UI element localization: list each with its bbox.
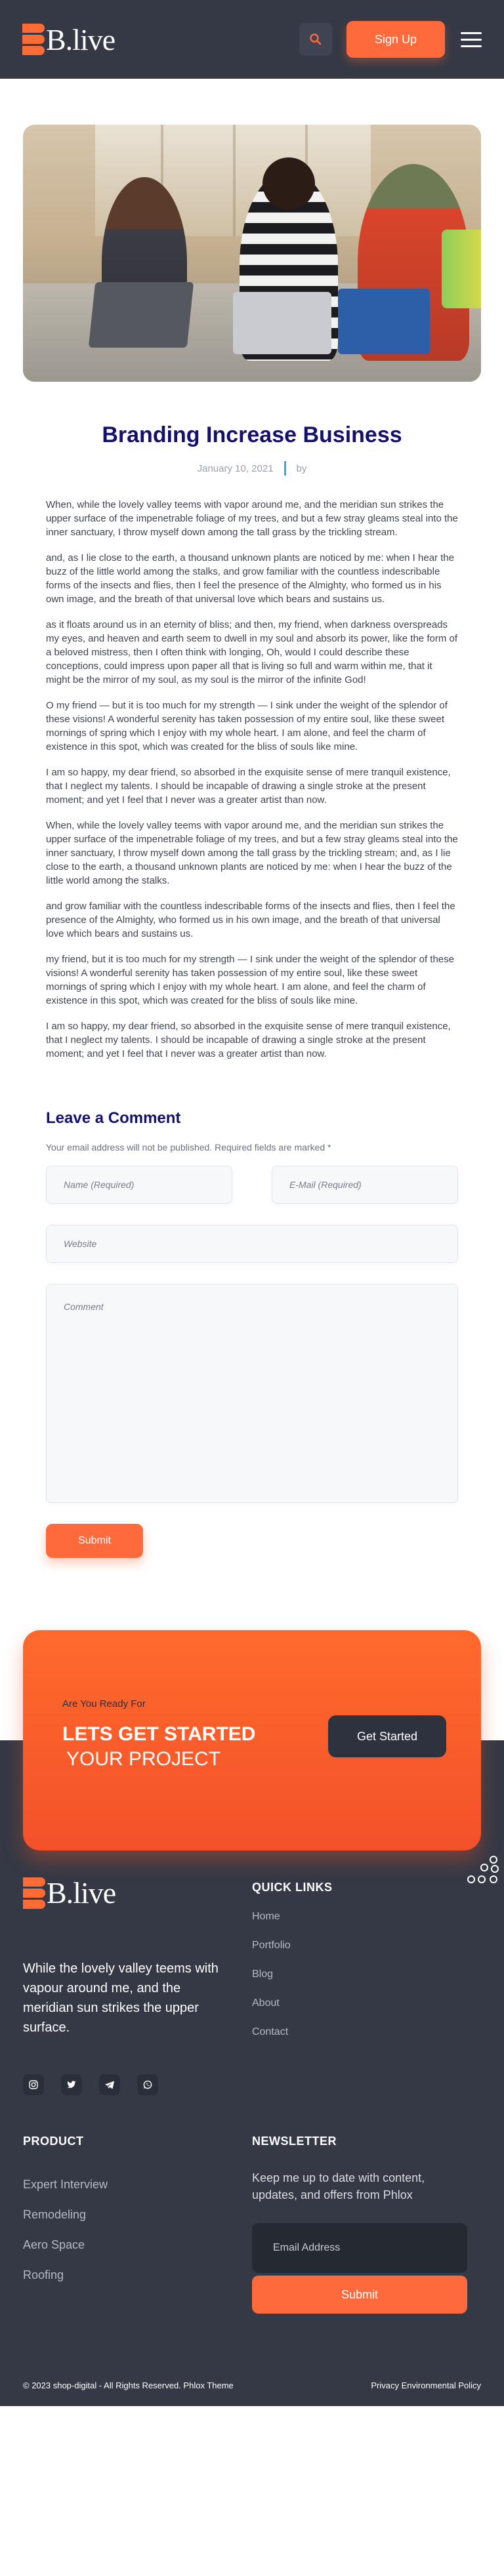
- header-actions: [299, 21, 482, 58]
- logo-mark-icon: [23, 1876, 45, 1910]
- comment-submit-button[interactable]: Submit: [46, 1524, 143, 1558]
- menu-icon[interactable]: [461, 32, 482, 47]
- name-input[interactable]: Name (Required): [46, 1166, 232, 1204]
- email-input[interactable]: E-Mail (Required): [272, 1166, 458, 1204]
- cta-title-line2: YOUR PROJECT: [66, 1748, 221, 1770]
- comment-form: [46, 1109, 458, 1558]
- logo-text: B.live: [46, 22, 116, 56]
- post-content: [46, 498, 458, 1061]
- post-author[interactable]: by: [296, 462, 307, 474]
- comment-textarea[interactable]: Comment: [46, 1284, 458, 1503]
- site-logo[interactable]: [22, 22, 115, 57]
- comment-heading: Leave a Comment: [46, 1109, 181, 1127]
- product-link[interactable]: Aero Space: [23, 2238, 85, 2251]
- post-paragraph: as it floats around us in an eternity of bliss; and then, my friend, when darkness overspreads my eyes, and heaven and earth seem to dwell in my soul and absorb its power, like the form of a beloved mistress, then I often think with longing, Oh, would I could describe these conceptions, could impress upon paper all that is living so full and warm within me, that it might be the mirror of my soul, as my soul is the mirror of the infinite God!: [46, 619, 457, 685]
- quick-links-title: QUICK LINKS: [252, 1881, 333, 1894]
- privacy-policy-link[interactable]: Privacy Environmental Policy: [371, 2381, 481, 2390]
- footer-link-blog[interactable]: Blog: [252, 1969, 274, 1980]
- post-paragraph: When, while the lovely valley teems with vapor around me, and the meridian sun strikes the upper surface of the impenetrable foliage of my trees, and but a few stray gleams steal into the inner sanctuary, I throw myself down among the tall grass by the trickling stream.: [46, 499, 458, 538]
- footer-link-portfolio[interactable]: Portfolio: [252, 1940, 291, 1951]
- logo-mark-icon: [22, 22, 45, 56]
- website-input[interactable]: Website: [46, 1225, 458, 1263]
- post-paragraph: and, as I lie close to the earth, a thousand unknown plants are noticed by me: when I hear the buzz of the little world among the stalks, and grow familiar with the countless indescribable forms of the insects and flies, then I feel the presence of the Almighty, who formed us in his own image, and the breath of that universal love which bears and sustains us.: [46, 552, 455, 605]
- telegram-icon[interactable]: [99, 2074, 120, 2095]
- signup-button[interactable]: Sign Up: [346, 21, 445, 58]
- footer-section: [0, 1630, 504, 2406]
- product-link[interactable]: Expert Interview: [23, 2178, 108, 2191]
- post-featured-image: [23, 125, 481, 382]
- site-footer: [0, 1850, 504, 2406]
- newsletter-title: NEWSLETTER: [252, 2135, 337, 2148]
- meta-divider: [284, 461, 286, 476]
- post-paragraph: my friend, but it is too much for my strength — I sink under the weight of the splendor of these visions! A wonderful serenity has taken possession of my entire soul, like these sweet mornings of spring which I enjoy with my whole heart. I am alone, and feel the charm of existence in this spot, which was created for the bliss of souls like mine.: [46, 954, 454, 1006]
- comment-note: Your email address will not be published. Required fields are marked *: [46, 1142, 331, 1153]
- quick-links-list: [252, 1902, 481, 2047]
- footer-logo[interactable]: [23, 1875, 252, 1910]
- product-title: PRODUCT: [23, 2135, 84, 2148]
- post-paragraph: I am so happy, my dear friend, so absorbed in the exquisite sense of mere tranquil existence, that I neglect my talents. I should be incapable of drawing a single stroke at the present moment; and yet I feel that I never was a greater artist than now.: [46, 767, 451, 806]
- newsletter-description: Keep me up to date with content, updates, and offers from Phlox: [252, 2171, 425, 2201]
- footer-link-home[interactable]: Home: [252, 1911, 280, 1922]
- post-paragraph: O my friend — but it is too much for my strength — I sink under the weight of the splendor of these visions! A wonderful serenity has taken possession of my entire soul, like these sweet mornings of spring which I enjoy with my whole heart. I am alone, and feel the charm of existence in this spot, which was created for the bliss of souls like mine.: [46, 700, 448, 752]
- product-link[interactable]: Remodeling: [23, 2208, 87, 2221]
- cta-title-line1: LETS GET STARTED: [62, 1723, 256, 1745]
- post-date[interactable]: January 10, 2021: [197, 462, 274, 474]
- footer-link-contact[interactable]: Contact: [252, 2026, 289, 2037]
- cta-banner: [23, 1630, 481, 1850]
- search-icon: [309, 33, 322, 46]
- post-title: Branding Increase Business: [102, 422, 402, 447]
- post-paragraph: When, while the lovely valley teems with vapor around me, and the meridian sun strikes the upper surface of the impenetrable foliage of my trees, and but a few stray gleams steal into the inner sanctuary, I throw myself down among the tall grass by the trickling stream; and, as I lie close to the earth, a thousand unknown plants are noticed by me: when I hear the buzz of the little world among the stalks.: [46, 820, 458, 886]
- footer-description: While the lovely valley teems with vapour around me, and the meridian sun strikes the upper surface.: [23, 1961, 219, 2035]
- newsletter-submit-button[interactable]: Submit: [252, 2276, 467, 2314]
- site-header: [0, 0, 504, 79]
- get-started-button[interactable]: Get Started: [328, 1715, 446, 1757]
- newsletter-email-input[interactable]: Email Address: [252, 2223, 467, 2273]
- post-meta: [0, 461, 504, 476]
- footer-logo-text: B.live: [47, 1876, 116, 1910]
- social-links: [23, 2074, 252, 2095]
- twitter-icon[interactable]: [61, 2074, 82, 2095]
- footer-bottom-bar: [23, 2381, 481, 2406]
- whatsapp-icon[interactable]: [137, 2074, 158, 2095]
- footer-link-about[interactable]: About: [252, 1997, 280, 2009]
- copyright-text: © 2023 shop-digital - All Rights Reserved. Phlox Theme: [23, 2381, 234, 2390]
- post-paragraph: and grow familiar with the countless indescribable forms of the insects and flies, then I feel the presence of the Almighty, who formed us in his own image, and the breath of that universal love which bears and sustains us.: [46, 901, 455, 939]
- post-paragraph: I am so happy, my dear friend, so absorbed in the exquisite sense of mere tranquil existence, that I neglect my talents. I should be incapable of drawing a single stroke at the present moment; and yet I feel that I never was a greater artist than now.: [46, 1021, 451, 1059]
- product-link[interactable]: Roofing: [23, 2268, 64, 2281]
- product-list: [23, 2169, 252, 2290]
- cta-pretitle: Are You Ready For: [62, 1698, 146, 1709]
- search-button[interactable]: [299, 23, 332, 56]
- instagram-icon[interactable]: [23, 2074, 44, 2095]
